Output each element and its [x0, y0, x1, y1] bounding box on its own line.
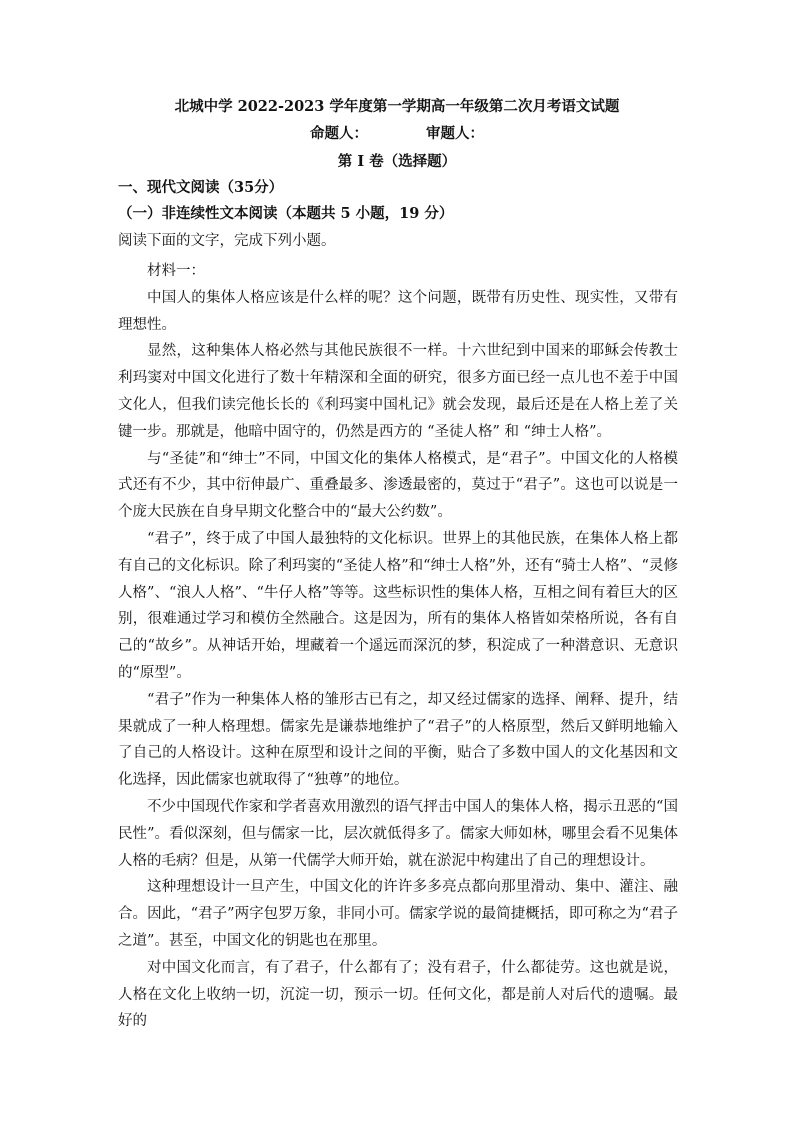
instruction-text: 阅读下面的文字，完成下列小题。	[118, 233, 336, 249]
paragraph: 这种理想设计一旦产生，中国文化的许许多多亮点都向那里滑动、集中、灌注、融合。因此，“君子”两字包罗万象，非同小可。儒家学说的最简捷概括，即可称之为“君子之道”。甚至，中国文化的钥匙也在那里。	[118, 879, 678, 949]
setter-label: 命题人：	[310, 125, 368, 142]
part-title: 第 I 卷（选择题）	[337, 153, 457, 170]
paragraph: 显然，这种集体人格必然与其他民族很不一样。十六世纪到中国来的耶稣会传教士利玛窦对中国文化进行了数十年精深和全面的研究，很多方面已经一点儿也不差于中国文化人，但我们读完他长长的《利玛窦中国札记》就会发现，最后还是在人格上差了关键一步。那就是，他暗中固守的，仍然是西方的 “圣徒人格” 和 “绅士人格”。	[118, 343, 678, 440]
reviewer-label: 审题人：	[426, 125, 484, 142]
paragraph: 中国人的集体人格应该是什么样的呢？这个问题，既带有历史性、现实性，又带有理想性。	[118, 289, 678, 333]
paragraph: 不少中国现代作家和学者喜欢用激烈的语气抨击中国人的集体人格，揭示丑恶的“国民性”。看似深刻，但与儒家一比，层次就低得多了。儒家大师如林，哪里会看不见集体人格的毛病？但是，从第一代儒学大师开始，就在淤泥中构建出了自己的理想设计。	[118, 798, 678, 869]
paragraph: 与“圣徒”和“绅士”不同，中国文化的集体人格模式，是“君子”。中国文化的人格模式还有不少，其中衍伸最广、重叠最多、渗透最密的，莫过于“君子”。这也可以说是一个庞大民族在自身早期文化整合中的“最大公约数”。	[118, 450, 678, 521]
exam-title: 北城中学 2022-2023 学年度第一学期高一年级第二次月考语文试题	[174, 98, 620, 115]
section-subheading: （一）非连续性文本阅读（本题共 5 小题，19 分）	[118, 205, 454, 222]
paragraph: “君子”作为一种集体人格的雏形古已有之，却又经过儒家的选择、阐释、提升，结果就成了一种人格理想。儒家先是谦恭地维护了“君子”的人格原型，然后又鲜明地输入了自己的人格设计。这种在原型和设计之间的平衡，贴合了多数中国人的文化基因和文化选择，因此儒家也就取得了“独尊”的地位。	[118, 691, 678, 789]
paragraph: 对中国文化而言，有了君子，什么都有了；没有君子，什么都徒劳。这也就是说，人格在文化上收纳一切，沉淀一切，预示一切。任何文化，都是前人对后代的遗嘱。最好的	[118, 959, 678, 1030]
material-label: 材料一：	[147, 263, 205, 279]
material-body	[118, 258, 678, 1035]
section-heading: 一、现代文阅读（35分）	[118, 179, 284, 196]
author-line	[0, 124, 794, 144]
paragraph: “君子”，终于成了中国人最独特的文化标识。世界上的其他民族，在集体人格上都有自己的文化标识。除了利玛窦的“圣徒人格”和“绅士人格”外，还有“骑士人格”、“灵修人格”、“浪人人格”、“牛仔人格”等等。这些标识性的集体人格，互相之间有着巨大的区别，很难通过学习和模仿全然融合。这是因为，所有的集体人格皆如荣格所说，各有自己的“故乡”。从神话开始，埋藏着一个遥远而深沉的梦，积淀成了一种潜意识、无意识的“原型”。	[118, 530, 678, 681]
